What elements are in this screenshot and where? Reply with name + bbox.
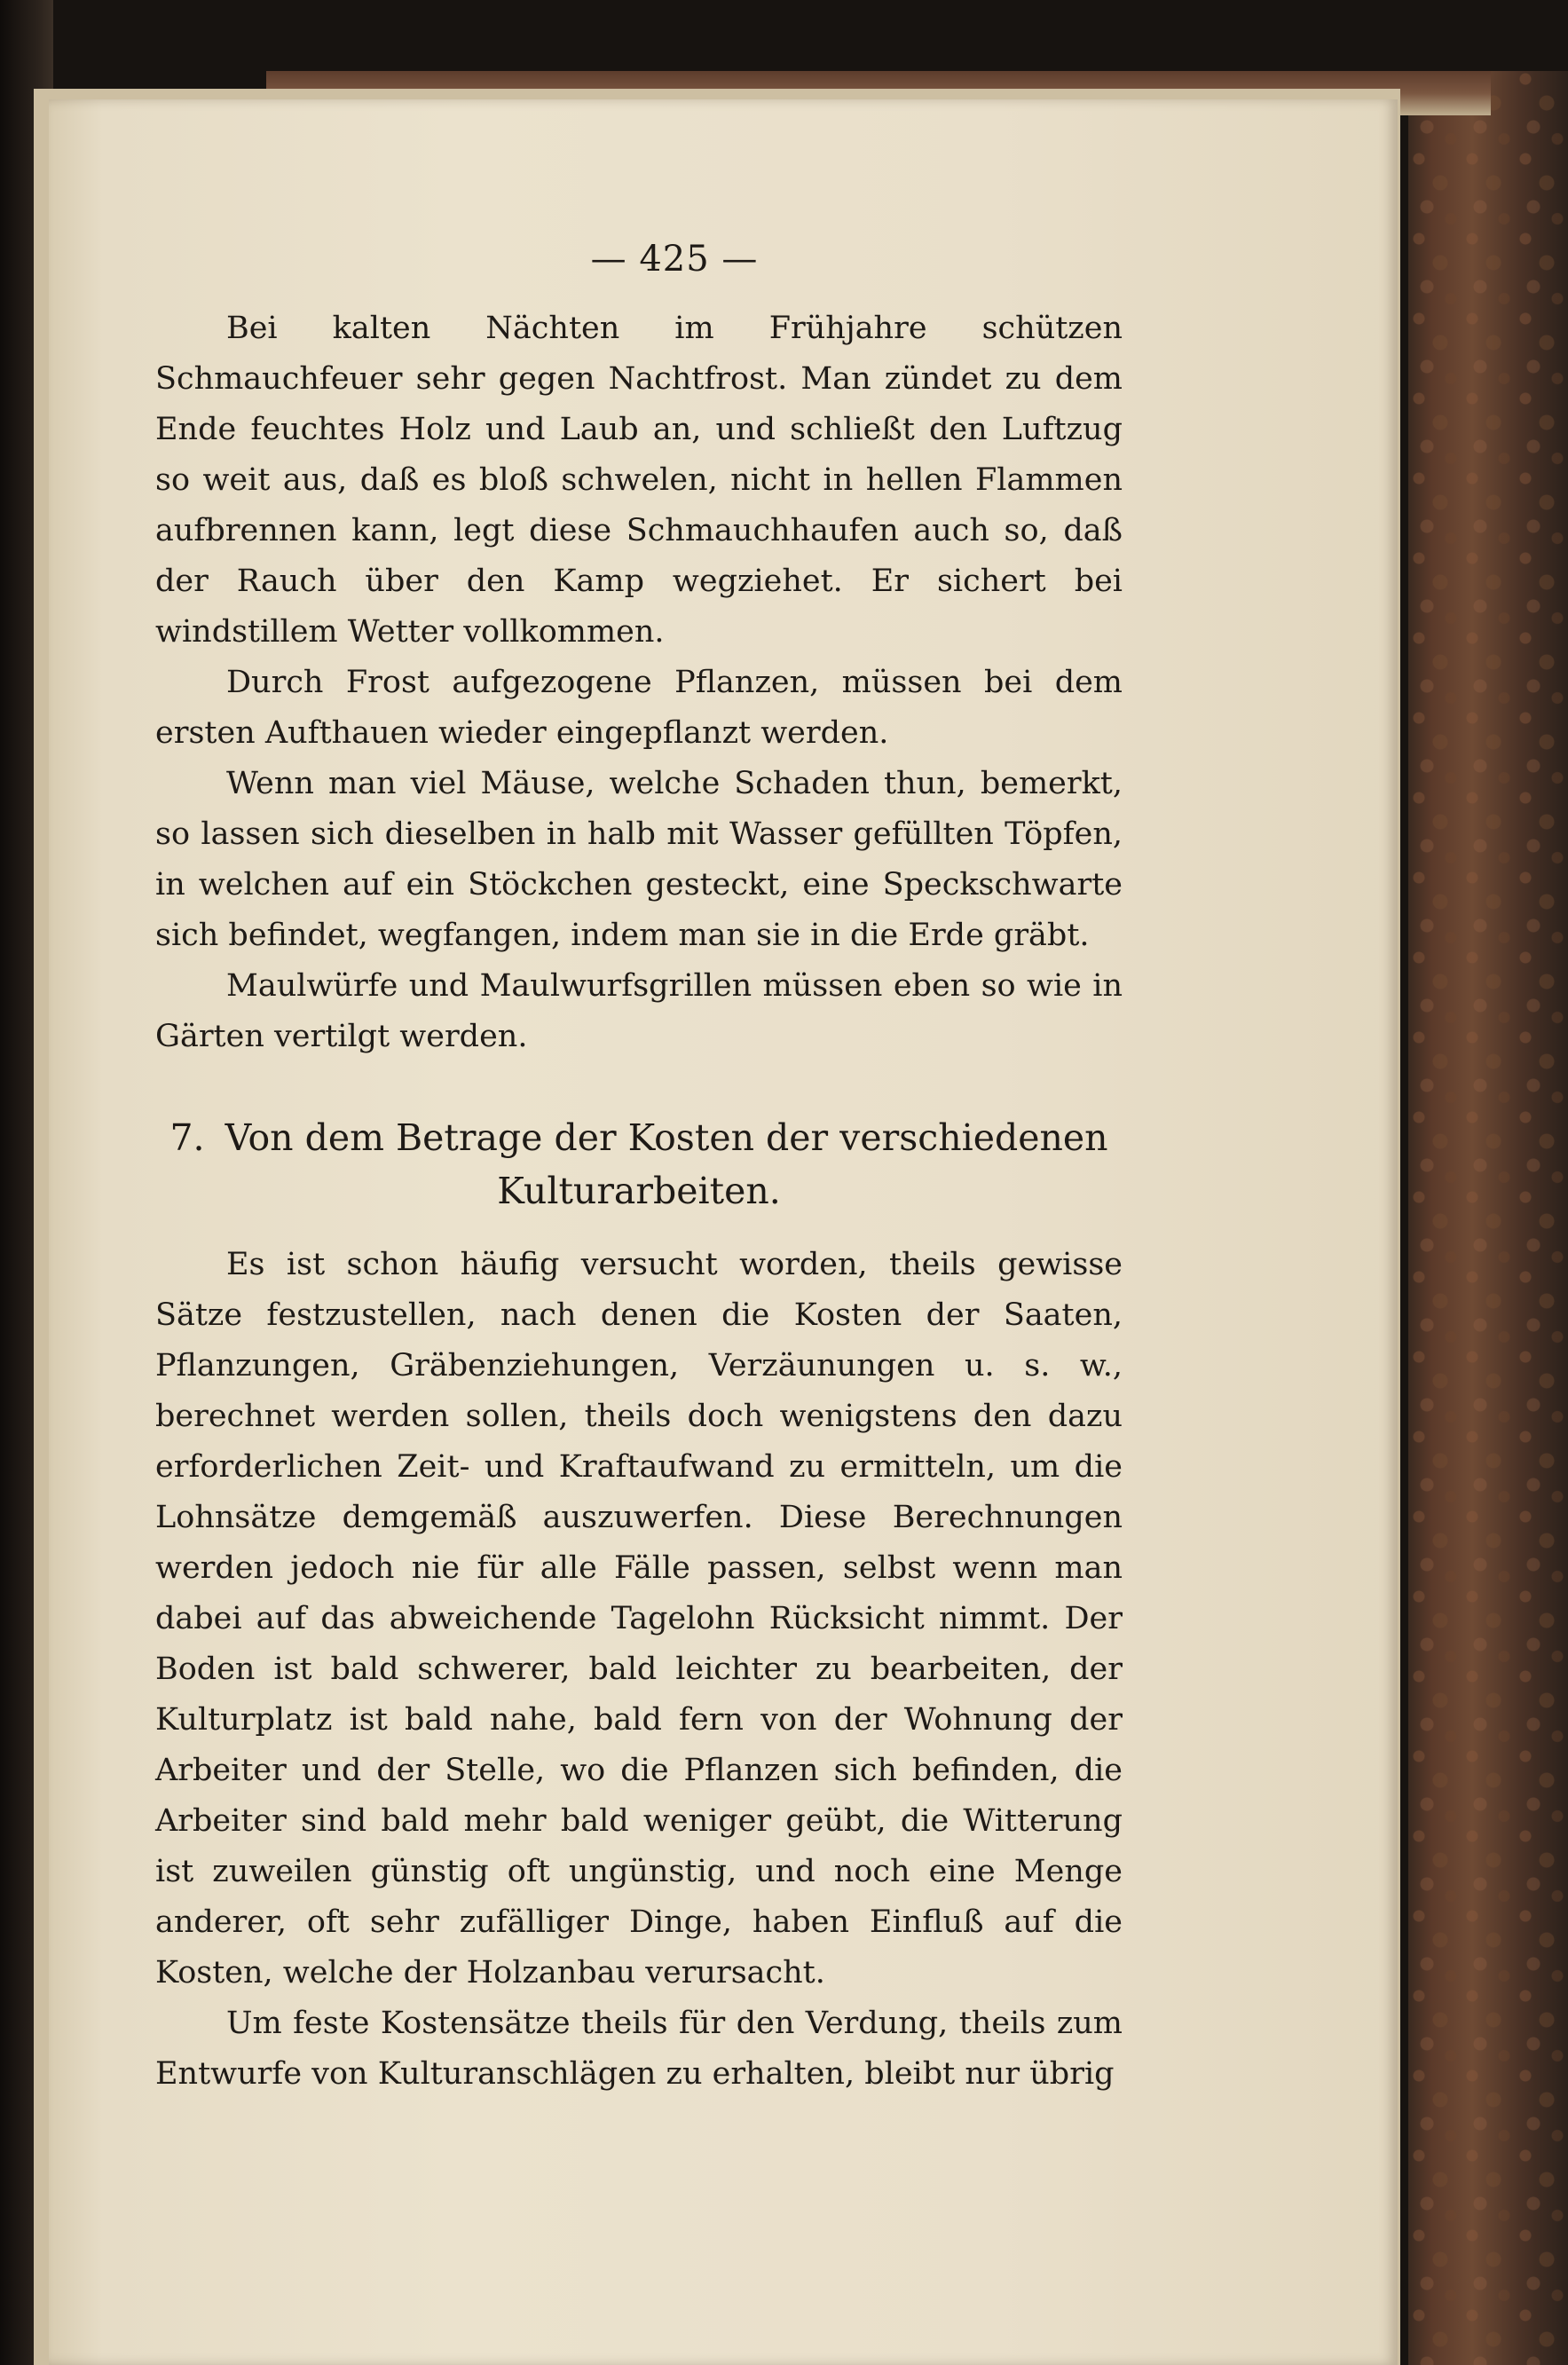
section-title: Von dem Betrage der Kosten der verschiedenen Kulturarbeiten.	[225, 1116, 1108, 1212]
page-number: — 425 —	[590, 239, 759, 280]
section-number: 7.	[169, 1116, 205, 1159]
section-heading	[155, 1111, 1123, 1218]
paragraph: Es ist schon häufig versucht worden, theils gewisse Sätze festzustellen, nach denen die Kosten der Saaten, Pflanzungen, Gräbenziehungen, Verzäunungen u. s. w., berechnet werden sollen, theils doch wenigstens den dazu erforderlichen Zeit- und Kraftaufwand zu ermitteln, um die Lohnsätze demgemäß auszuwerfen. Diese Berechnungen werden jedoch nie für alle Fälle passen, selbst wenn man dabei auf das abweichende Tagelohn Rücksicht nimmt. Der Boden ist bald schwerer, bald leichter zu bearbeiten, der Kulturplatz ist bald nahe, bald fern von der Wohnung der Arbeiter und der Stelle, wo die Pflanzen sich befinden, die Arbeiter sind bald mehr bald weniger geübt, die Witterung ist zuweilen günstig oft ungünstig, und noch eine Menge anderer, oft sehr zufälliger Dinge, haben Einfluß auf die Kosten, welche der Holzanbau verursacht.	[155, 1247, 1123, 1991]
page-text	[155, 215, 1123, 2100]
paragraph: Wenn man viel Mäuse, welche Schaden thun, bemerkt, so lassen sich dieselben in halb mit Wasser gefüllten Töpfen, in welchen auf ein Stöckchen gesteckt, eine Speckschwarte sich befindet, wegfangen, indem man sie in die Erde gräbt.	[155, 766, 1123, 953]
paragraph: Maulwürfe und Maulwurfsgrillen müssen eben so wie in Gärten vertilgt werden.	[155, 968, 1123, 1054]
paragraph: Um feste Kostensätze theils für den Verdung, theils zum Entwurfe von Kulturanschlägen zu erhalten, bleibt nur übrig	[155, 2006, 1123, 2092]
paragraph: Bei kalten Nächten im Frühjahre schützen Schmauchfeuer sehr gegen Nachtfrost. Man zündet zu dem Ende feuchtes Holz und Laub an, und schließt den Luftzug so weit aus, daß es bloß schwelen, nicht in hellen Flammen aufbrennen kann, legt diese Schmauchhaufen auch so, daß der Rauch über den Kamp wegziehet. Er sichert bei windstillem Wetter vollkommen.	[155, 311, 1123, 650]
book-page	[49, 99, 1398, 2365]
book-cover-edge	[1408, 71, 1568, 2365]
paragraph: Durch Frost aufgezogene Pflanzen, müssen bei dem ersten Aufthauen wieder eingepflanzt werden.	[155, 665, 1123, 751]
